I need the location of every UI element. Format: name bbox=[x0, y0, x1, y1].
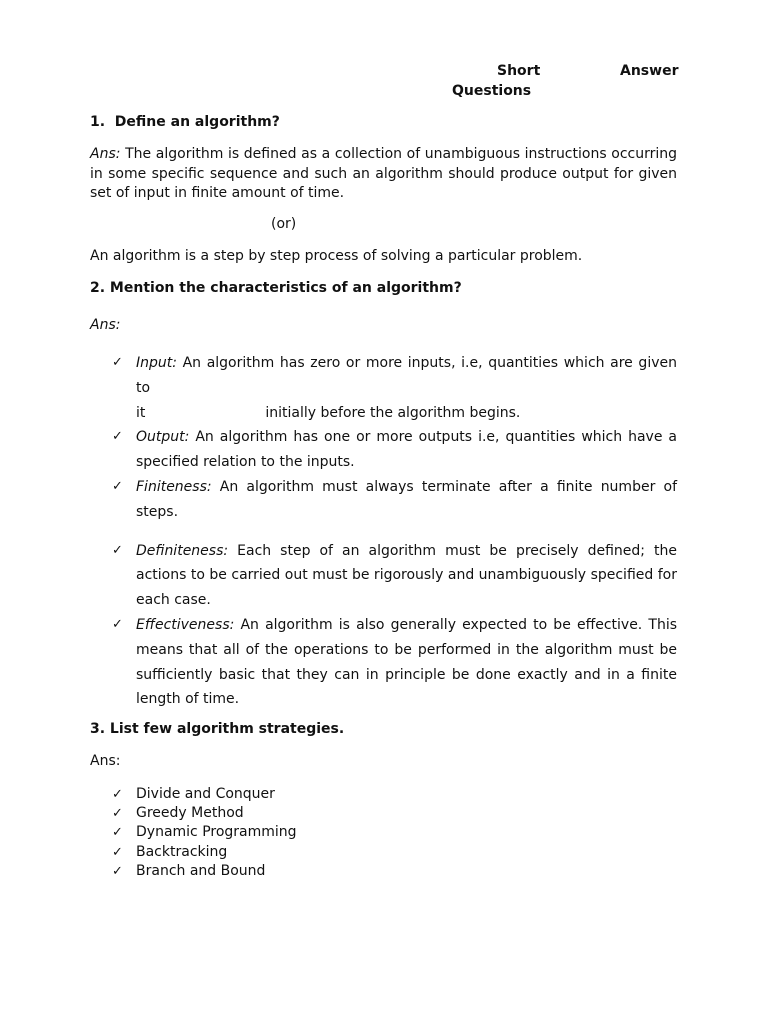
checkmark-icon: ✓ bbox=[112, 787, 123, 802]
checkmark-icon: ✓ bbox=[112, 863, 123, 879]
checkmark-icon: ✓ bbox=[112, 355, 123, 370]
checkmark-icon: ✓ bbox=[112, 825, 123, 841]
question-2-heading: 2. Mention the characteristics of an algorithm? bbox=[90, 280, 462, 296]
term-label: Output: bbox=[136, 429, 190, 446]
checkmark-icon: ✓ bbox=[112, 616, 123, 632]
list-item bbox=[112, 862, 677, 881]
line-fragment: it bbox=[136, 404, 146, 421]
list-item bbox=[112, 425, 677, 475]
term-description: An algorithm has zero or more inputs, i.e, quantities which are given to bbox=[136, 355, 677, 396]
list-item bbox=[112, 539, 677, 613]
question-1-heading: 1. Define an algorithm? bbox=[90, 114, 280, 130]
checkmark-icon: ✓ bbox=[112, 806, 123, 822]
answer-line: set of input in finite amount of time. bbox=[90, 185, 345, 201]
question-3-heading: 3. List few algorithm strategies. bbox=[90, 721, 345, 737]
list-item-label: Greedy Method bbox=[136, 805, 244, 822]
list-item bbox=[112, 613, 677, 712]
title-word-questions: Questions bbox=[452, 83, 532, 99]
characteristics-list bbox=[112, 351, 677, 712]
list-item bbox=[112, 843, 677, 862]
list-item bbox=[112, 475, 677, 525]
question-1-answer bbox=[90, 145, 677, 204]
ans-label: Ans: bbox=[90, 753, 121, 769]
list-item-line: length of time. bbox=[136, 691, 240, 708]
question-1-alt-answer: An algorithm is a step by step process of solving a particular problem. bbox=[90, 248, 583, 264]
list-item-line: sufficiently basic that they can in principle be done exactly and in a finite bbox=[136, 666, 677, 683]
checkmark-icon: ✓ bbox=[112, 478, 123, 494]
list-item-line bbox=[136, 613, 677, 638]
list-item bbox=[112, 351, 677, 425]
title-word-answer: Answer bbox=[620, 63, 679, 79]
list-item-line bbox=[136, 539, 677, 564]
answer-line: in some specific sequence and such an algorithm should produce output for given bbox=[90, 165, 677, 182]
list-item-label: Dynamic Programming bbox=[136, 824, 297, 841]
term-description: Each step of an algorithm must be precisely defined; the bbox=[237, 542, 678, 559]
answer-text: The algorithm is defined as a collection of unambiguous instructions occurring bbox=[125, 146, 678, 162]
list-item-line: specified relation to the inputs. bbox=[136, 454, 355, 471]
term-label: Definiteness: bbox=[136, 542, 229, 559]
term-label: Finiteness: bbox=[136, 478, 212, 495]
line-fragment: initially before the algorithm begins. bbox=[265, 404, 521, 421]
strategies-list bbox=[112, 785, 677, 881]
list-item-line bbox=[136, 401, 677, 426]
term-description: An algorithm must always terminate after a finite number of bbox=[219, 478, 678, 495]
list-item bbox=[112, 804, 677, 823]
list-item-line: means that all of the operations to be performed in the algorithm must be bbox=[136, 641, 677, 658]
list-item-line bbox=[136, 425, 677, 450]
term-label: Effectiveness: bbox=[136, 616, 235, 633]
list-item-line bbox=[136, 351, 677, 401]
list-item-label: Divide and Conquer bbox=[136, 786, 275, 802]
checkmark-icon: ✓ bbox=[112, 429, 123, 445]
list-item bbox=[112, 823, 677, 842]
list-item bbox=[112, 785, 677, 804]
ans-label: Ans: bbox=[90, 317, 121, 333]
list-item-line bbox=[136, 475, 677, 500]
ans-label: Ans: bbox=[90, 146, 121, 162]
answer-line bbox=[90, 145, 677, 165]
title-word-short: Short bbox=[497, 63, 541, 79]
list-item-label: Backtracking bbox=[136, 843, 228, 860]
or-separator: (or) bbox=[271, 216, 297, 232]
list-item-line: steps. bbox=[136, 503, 179, 520]
checkmark-icon: ✓ bbox=[112, 844, 123, 860]
checkmark-icon: ✓ bbox=[112, 542, 123, 558]
list-item-line: each case. bbox=[136, 592, 211, 609]
list-item-line: actions to be carried out must be rigorously and unambiguously specified for bbox=[136, 567, 677, 584]
term-description: An algorithm is also generally expected to be effective. This bbox=[240, 616, 678, 633]
term-label: Input: bbox=[136, 355, 177, 371]
list-item-label: Branch and Bound bbox=[136, 862, 266, 879]
term-description: An algorithm has one or more outputs i.e, quantities which have a bbox=[195, 429, 677, 446]
